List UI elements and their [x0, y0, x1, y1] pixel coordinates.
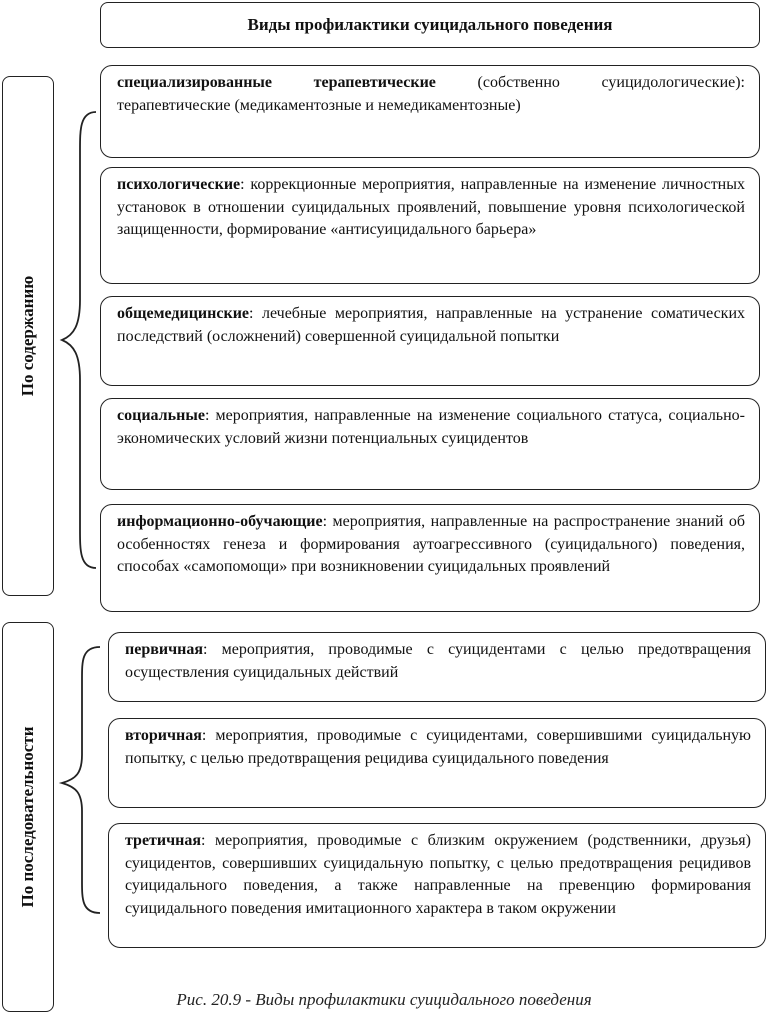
- sequence-item-tertiary: [108, 823, 766, 948]
- content-item-general-medical: [100, 296, 760, 386]
- content-item-informational: [100, 504, 760, 612]
- diagram-title: [100, 2, 760, 48]
- group-label-content-text: По содержанию: [18, 275, 37, 397]
- sequence-item-secondary: [108, 718, 766, 808]
- item-description: (собственно суицидологические): терапевтические (медикаментозные и немедикаментозные): [117, 74, 746, 114]
- item-term: первичная: [125, 641, 203, 658]
- brace-sequence-group: [56, 645, 104, 915]
- group-label-content: [2, 76, 54, 596]
- group-label-sequence: [2, 622, 54, 1012]
- item-term: вторичная: [125, 727, 202, 744]
- item-term: общемедицинские: [117, 305, 250, 322]
- item-description: : мероприятия, проводимые с суицидентами с целью предотвращения осуществления суицидальных действий: [125, 641, 751, 681]
- item-description: : коррекционные мероприятия, направленные на изменение личностных установок в отношении суицидальных проявлений, повышение уровня психологической защищенности, формирование «антисуицидального барьера»: [117, 176, 745, 238]
- brace-content-group: [56, 110, 100, 570]
- content-item-specialized: [100, 65, 760, 158]
- item-description: : лечебные мероприятия, направленные на устранение соматических последствий (осложнений) совершенной суицидальной попытки: [117, 305, 745, 345]
- item-description: : мероприятия, направленные на распространение знаний об особенностях генеза и формирования аутоагрессивного (суицидального) поведения, способах «самопомощи» при возникновении суицидальных проявлений: [117, 513, 745, 575]
- item-term: специализированные терапевтические: [117, 74, 436, 91]
- content-item-social: [100, 398, 760, 490]
- item-term: социальные: [117, 407, 205, 424]
- item-description: : мероприятия, проводимые с близким окружением (родственники, друзья) суицидентов, совершивших суицидальную попытку, с целью предотвращения рецидивов суицидального поведения, а также направленные на превенцию формирования суицидального поведения имитационного характера в таком окружении: [125, 832, 751, 917]
- item-description: : мероприятия, направленные на изменение социального статуса, социально-экономических условий жизни потенциальных суицидентов: [117, 407, 745, 447]
- item-term: третичная: [125, 832, 202, 849]
- sequence-item-primary: [108, 632, 766, 702]
- item-term: психологические: [117, 176, 241, 193]
- diagram-title-text: Виды профилактики суицидального поведения: [247, 15, 613, 34]
- item-description: : мероприятия, проводимые с суицидентами, совершившими суицидальную попытку, с целью предотвращения рецидива суицидального поведения: [125, 727, 751, 767]
- item-term: информационно-обучающие: [117, 513, 323, 530]
- content-item-psychological: [100, 167, 760, 284]
- figure-caption: Рис. 20.9 - Виды профилактики суицидального поведения: [176, 990, 592, 1009]
- group-label-sequence-text: По последовательности: [18, 726, 37, 908]
